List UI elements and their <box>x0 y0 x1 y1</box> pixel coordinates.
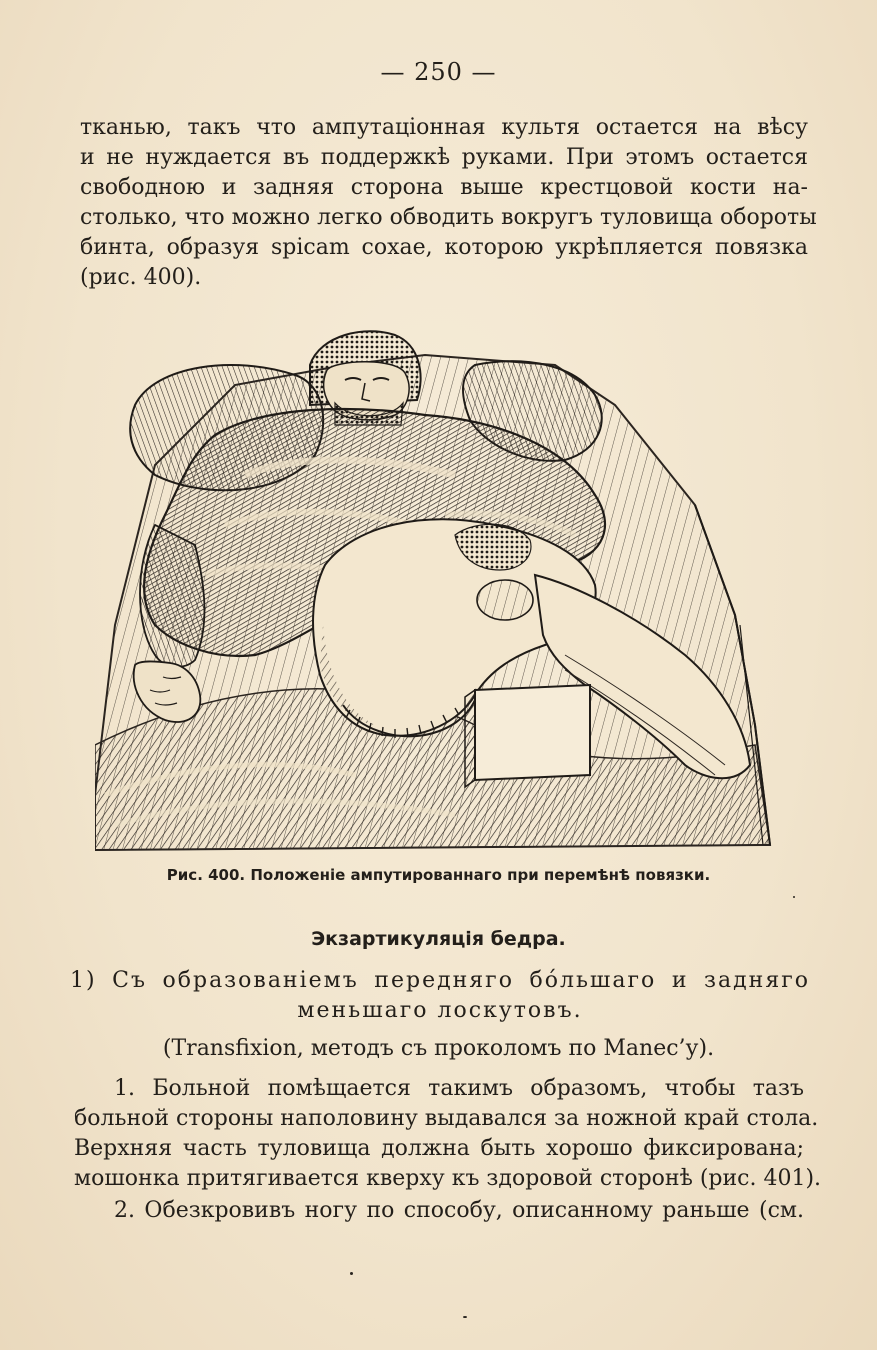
text-line: бинта, образуя spicam coxae, которою укрѣпляется повязка <box>80 235 808 260</box>
section-subtitle <box>70 966 810 1026</box>
text-line: и не нуждается въ поддержкѣ руками. При этомъ остается <box>80 145 808 170</box>
paper-speck <box>463 1316 467 1318</box>
text-line: свободною и задняя сторона выше крестцовой кости на- <box>80 175 808 200</box>
paper-speck <box>350 1272 353 1275</box>
body-paragraph-2 <box>74 1196 804 1226</box>
text-line: мошонка притягивается кверху къ здоровой сторонѣ (рис. 401). <box>74 1166 822 1191</box>
text-line: столько, что можно легко обводить вокругъ туловища обороты <box>80 205 817 230</box>
subtitle-line: 1) Съ образованіемъ передняго бо́льшаго и задняго <box>70 968 810 993</box>
text-line: больной стороны наполовину выдавался за ножной край стола. <box>74 1106 819 1131</box>
figure-caption: Рис. 400. Положеніе ампутированнаго при перемѣнѣ повязки. <box>166 866 711 884</box>
intro-paragraph <box>80 113 817 293</box>
section-title: Экзартикуляція бедра. <box>311 928 566 950</box>
text-line: (рис. 400). <box>80 265 202 290</box>
paper-speck <box>793 896 795 898</box>
page-number: — 250 — <box>380 58 497 86</box>
text-line: Верхняя часть туловища должна быть хорошо фиксирована; <box>74 1136 804 1161</box>
text-line: тканью, такъ что ампутаціонная культя остается на вѣсу <box>80 115 808 140</box>
subtitle-line: меньшаго лоскутовъ. <box>297 998 583 1023</box>
text-line: 1. Больной помѣщается такимъ образомъ, чтобы тазъ <box>114 1076 804 1101</box>
method-note: (Transfixion, методъ съ проколомъ по Manec’у). <box>162 1036 715 1061</box>
text-line: 2. Обезкровивъ ногу по способу, описанному раньше (см. <box>114 1198 804 1223</box>
body-paragraph-1 <box>74 1074 822 1194</box>
engraving-illustration <box>95 325 775 855</box>
